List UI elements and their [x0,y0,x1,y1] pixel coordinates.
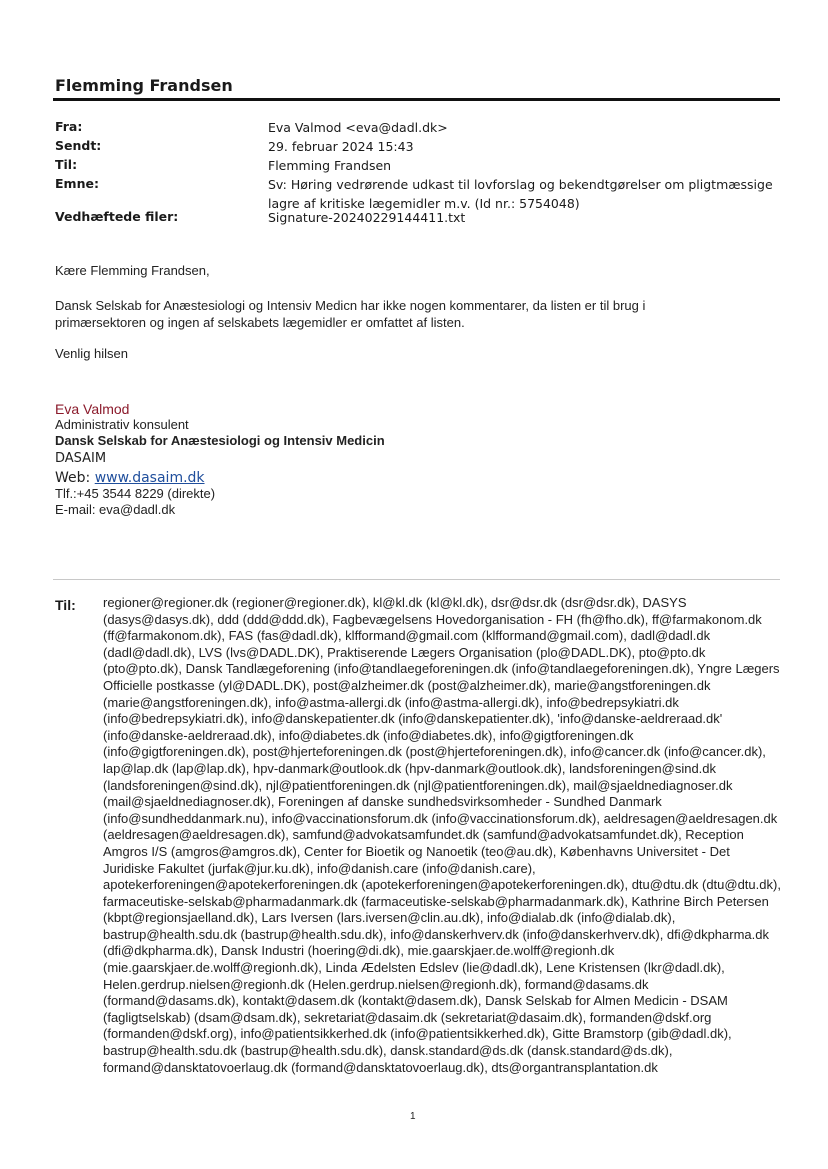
recipients-label: Til: [55,597,76,613]
header-rule [53,98,780,101]
to-value: Flemming Frandsen [268,158,392,173]
sent-value: 29. februar 2024 15:43 [268,139,414,154]
greeting: Kære Flemming Frandsen, [55,263,210,278]
web-label: Web: [55,470,95,486]
subject-value: Sv: Høring vedrørende udkast til lovforslag og bekendtgørelser om pligtmæssige lagre af kritiske lægemidler m.v. (Id nr.: 5754048) [268,177,773,211]
message-paragraph: Dansk Selskab for Anæstesiologi og Intensiv Medicn har ikke nogen kommentarer, da listen er til brug i primærsektoren og ingen af selskabets lægemidler er omfattet af listen. [55,298,646,330]
signature-title: Administrativ konsulent [55,417,189,432]
page-number: 1 [410,1111,416,1122]
signature-name: Eva Valmod [55,401,130,417]
from-value: Eva Valmod <eva@dadl.dk> [268,120,448,135]
sent-label: Sendt: [55,138,102,153]
signature-email: E-mail: eva@dadl.dk [55,502,176,517]
divider [53,579,780,580]
signature-organization: Dansk Selskab for Anæstesiologi og Intensiv Medicin [55,433,385,448]
to-label: Til: [55,157,78,172]
signature-short-name: DASAIM [55,451,107,466]
sender-header: Flemming Frandsen [55,76,233,95]
from-label: Fra: [55,119,83,134]
recipients-list: regioner@regioner.dk (regioner@regioner.dk), kl@kl.dk (kl@kl.dk), dsr@dsr.dk (dsr@dsr.dk), DASYS (dasys@dasys.dk), ddd (ddd@ddd.dk), Fagbevægelsens Hovedorganisation - FH (fh@fho.dk), ff@farmakonom.dk (ff@farmakonom.dk), FAS (fas@dadl.dk), klfformand@gmail.com (klfformand@gmail.com), dadl@dadl.dk (dadl@dadl.dk), LVS (lvs@DADL.DK), Praktiserende Lægers Organisation (plo@DADL.DK), pto@pto.dk (pto@pto.dk), Dansk Tandlægeforening (info@tandlaegeforeningen.dk (info@tandlaegeforeningen.dk), Yngre Lægers Officielle postkasse (yl@DADL.DK), post@alzheimer.dk (post@alzheimer.dk), marie@angstforeningen.dk (marie@angstforeningen.dk), info@astma-allergi.dk (info@astma-allergi.dk), info@bedrepsykiatri.dk (info@bedrepsykiatri.dk), info@danskepatienter.dk (info@danskepatienter.dk), 'info@danske-aeldreraad.dk' (info@danske-aeldreraad.dk), info@diabetes.dk (info@diabetes.dk), info@gigtforeningen.dk (info@gigtforeningen.dk), post@hjerteforeningen.dk (post@hjerteforeningen.dk), info@cancer.dk (info@cancer.dk), lap@lap.dk (lap@lap.dk), hpv-danmark@outlook.dk (hpv-danmark@outlook.dk), landsforeningen@sind.dk (landsforeningen@sind.dk), njl@patientforeningen.dk (njl@patientforeningen.dk), mail@sjaeldnediagnoser.dk (mail@sjaeldnediagnoser.dk), Foreningen af danske sundhedsvirksomheder - Sundhed Danmark (info@sundheddanmark.nu), info@vaccinationsforum.dk (info@vaccinationsforum.dk), aeldresagen@aeldresagen.dk (aeldresagen@aeldresagen.dk), samfund@advokatsamfundet.dk (samfund@advokatsamfundet.dk), Reception Amgros I/S (amgros@amgros.dk), Center for Bioetik og Nanoetik (teo@au.dk), Københavns Universitet - Det Juridiske Fakultet (jurfak@jur.ku.dk), info@danish.care (info@danish.care), apotekerforeningen@apotekerforeningen.dk (apotekerforeningen@apotekerforeningen.dk), dtu@dtu.dk (dtu@dtu.dk), farmaceutiske-selskab@pharmadanmark.dk (farmaceutiske-selskab@pharmadanmark.dk), Kathrine Birch Petersen (kbpt@regionsjaelland.dk), Lars Iversen (lars.iversen@clin.au.dk), info@dialab.dk (info@dialab.dk), bastrup@health.sdu.dk (bastrup@health.sdu.dk), info@danskerhverv.dk (info@danskerhverv.dk), dfi@dkpharma.dk (dfi@dkpharma.dk), Dansk Industri (hoering@di.dk), mie.gaarskjaer.de.wolff@regionh.dk (mie.gaarskjaer.de.wolff@regionh.dk), Linda Ædelsten Edslev (lie@dadl.dk), Lene Kristensen (lkr@dadl.dk), Helen.gerdrup.nielsen@regionh.dk (Helen.gerdrup.nielsen@regionh.dk), formand@dasams.dk (formand@dasams.dk), kontakt@dasem.dk (kontakt@dasem.dk), Dansk Selskab for Almen Medicin - DSAM (fagligtselskab) (dsam@dsam.dk), sekretariat@dasaim.dk (sekretariat@dasaim.dk), formanden@dskf.org (formanden@dskf.org), info@patientsikkerhed.dk (info@patientsikkerhed.dk), Gitte Bramstorp (gib@dadl.dk), bastrup@health.sdu.dk (bastrup@health.sdu.dk), dansk.standard@ds.dk (dansk.standard@ds.dk), formand@dansktatovoerlaug.dk (formand@dansktatovoerlaug.dk), dts@organtransplantation.dk [103,595,781,1075]
attachments-label: Vedhæftede filer: [55,209,179,224]
subject-label: Emne: [55,176,99,191]
attachment-file[interactable]: Signature-20240229144411.txt [268,210,466,225]
closing: Venlig hilsen [55,346,128,361]
website-link[interactable]: www.dasaim.dk [94,470,205,486]
signature-phone: Tlf.:+45 3544 8229 (direkte) [55,486,216,501]
signature-web [55,470,385,486]
signature-block [55,401,385,518]
